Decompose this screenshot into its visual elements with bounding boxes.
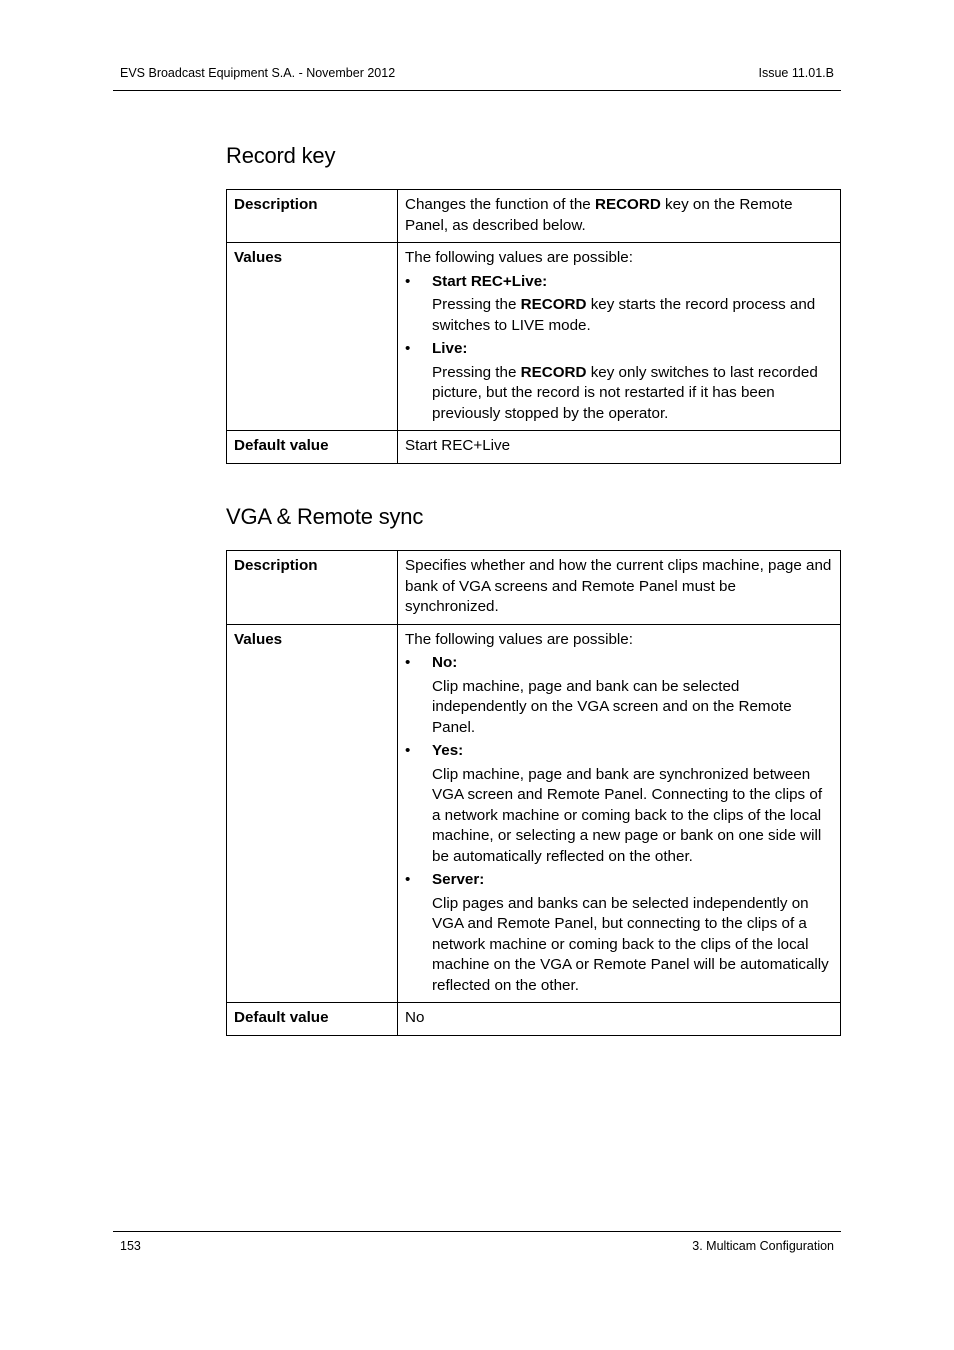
row-label: Values bbox=[227, 243, 398, 431]
row-value bbox=[398, 243, 841, 431]
item-title: No: bbox=[432, 654, 458, 671]
table-row bbox=[227, 431, 841, 464]
values-intro: The following values are possible: bbox=[405, 249, 633, 266]
table-row bbox=[227, 551, 841, 625]
list-item bbox=[405, 339, 833, 360]
row-label: Description bbox=[227, 190, 398, 243]
row-value: Start REC+Live bbox=[398, 431, 841, 464]
item-text: Clip pages and banks can be selected independently on VGA and Remote Panel, but connecting to the clips of a network machine or coming back to the clips of the local machine on the VGA or Remote Panel will be automatically reflected on the other. bbox=[432, 894, 829, 994]
row-value: No bbox=[398, 1003, 841, 1036]
header-issue: Issue 11.01.B bbox=[758, 66, 834, 80]
page-header bbox=[113, 60, 841, 91]
chapter-name: 3. Multicam Configuration bbox=[692, 1239, 834, 1253]
section-title-record-key: Record key bbox=[226, 143, 336, 168]
row-label: Values bbox=[227, 624, 398, 1003]
vga-remote-sync-table bbox=[226, 550, 841, 1036]
item-text: Pressing the RECORD key starts the record process and switches to LIVE mode. bbox=[432, 296, 816, 334]
page-footer bbox=[113, 1231, 841, 1262]
item-title: Start REC+Live: bbox=[432, 272, 548, 290]
row-value: Changes the function of the RECORD key on the Remote Panel, as described below. bbox=[398, 190, 841, 243]
bullet-icon: • bbox=[405, 742, 411, 759]
item-text: Clip machine, page and bank are synchronized between VGA screen and Remote Panel. Connecting to the clips of a network machine or coming back to the clips of the local machine, or selecting a new page or bank on one side will be automatically reflected on the other. bbox=[432, 765, 823, 865]
list-item bbox=[405, 272, 833, 293]
record-key-table bbox=[226, 189, 841, 464]
bullet-icon: • bbox=[405, 340, 411, 357]
item-text: Pressing the RECORD key only switches to last recorded picture, but the record is not restarted if it has been previously stopped by the operator. bbox=[432, 363, 818, 422]
table-row bbox=[227, 190, 841, 243]
section-title-vga-remote-sync: VGA & Remote sync bbox=[226, 504, 424, 529]
row-label: Description bbox=[227, 551, 398, 625]
page-number: 153 bbox=[120, 1239, 141, 1253]
bullet-icon: • bbox=[405, 272, 411, 290]
bullet-icon: • bbox=[405, 871, 411, 888]
row-value bbox=[398, 624, 841, 1003]
row-label: Default value bbox=[227, 431, 398, 464]
row-value: Specifies whether and how the current clips machine, page and bank of VGA screens and Remote Panel must be synchronized. bbox=[398, 551, 841, 625]
bullet-icon: • bbox=[405, 654, 411, 671]
table-row bbox=[227, 243, 841, 431]
item-title: Server: bbox=[432, 871, 485, 888]
item-title: Yes: bbox=[432, 742, 464, 759]
list-item bbox=[405, 741, 833, 762]
list-item bbox=[405, 653, 833, 674]
header-company-date: EVS Broadcast Equipment S.A. - November 2012 bbox=[120, 66, 396, 80]
values-intro: The following values are possible: bbox=[405, 630, 633, 648]
item-title: Live: bbox=[432, 340, 468, 357]
table-row bbox=[227, 1003, 841, 1036]
item-text: Clip machine, page and bank can be selected independently on the VGA screen and on the Remote Panel. bbox=[432, 677, 792, 736]
row-label: Default value bbox=[227, 1003, 398, 1036]
list-item bbox=[405, 870, 833, 891]
table-row bbox=[227, 624, 841, 1003]
